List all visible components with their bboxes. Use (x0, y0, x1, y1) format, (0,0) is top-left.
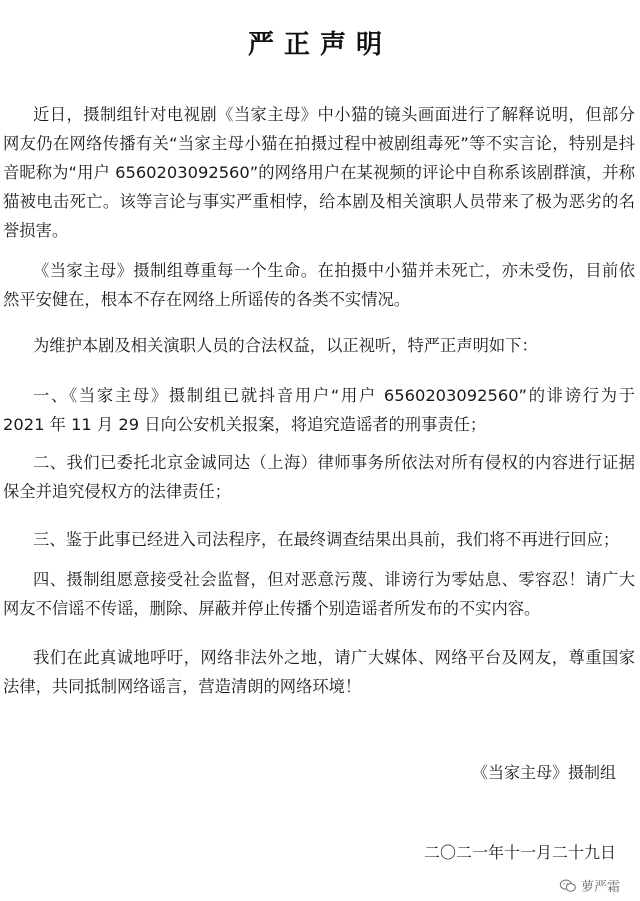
watermark-text: 萝严霜 (580, 880, 620, 895)
paragraph-point-one: 一、《当家主母》摄制组已就抖音用户“用户 6560203092560”的诽谤行为于 2021 年 11 月 29 日向公安机关报案，将追究造谣者的刑事责任； (3, 386, 635, 434)
paragraph-point-two: 二、我们已委托北京金诚同达（上海）律师事务所依法对所有侵权的内容进行证据保全并追究侵权方的法律责任； (3, 453, 635, 501)
paragraph-intro: 近日，摄制组针对电视剧《当家主母》中小猫的镜头画面进行了解释说明，但部分网友仍在网络传播有关“当家主母小猫在拍摄过程中被剧组毒死”等不实言论，特别是抖音昵称为“用户 6560203092560”的网络用户在某视频的评论中自称系该剧群演，并称猫被电击死亡。该等言论与事实严重相悖，给本剧及相关演职人员带来了极为恶劣的名誉损害。 (3, 105, 635, 240)
paragraph-respect-life: 《当家主母》摄制组尊重每一个生命。在拍摄中小猫并未死亡，亦未受伤，目前依然平安健在，根本不存在网络上所谣传的各类不实情况。 (3, 261, 635, 309)
paragraph-point-three: 三、鉴于此事已经进入司法程序，在最终调查结果出具前，我们将不再进行回应； (33, 530, 620, 549)
signature-date: 二〇二一年十一月二十九日 (423, 843, 616, 862)
paragraph-point-four: 四、摄制组愿意接受社会监督，但对恶意污蔑、诽谤行为零姑息、零容忍！请广大网友不信谣不传谣，删除、屏蔽并停止传播个别造谣者所发布的不实内容。 (3, 570, 635, 618)
page-title: 严正声明 (247, 30, 392, 60)
watermark (559, 876, 620, 895)
wechat-icon (559, 879, 577, 893)
signature-org: 《当家主母》摄制组 (471, 763, 616, 782)
paragraph-appeal: 我们在此真诚地呼吁，网络非法外之地，请广大媒体、网络平台及网友，尊重国家法律，共同抵制网络谣言，营造清朗的网络环境！ (3, 648, 635, 696)
paragraph-declaration-lead: 为维护本剧及相关演职人员的合法权益，以正视听，特严正声明如下： (33, 336, 538, 355)
